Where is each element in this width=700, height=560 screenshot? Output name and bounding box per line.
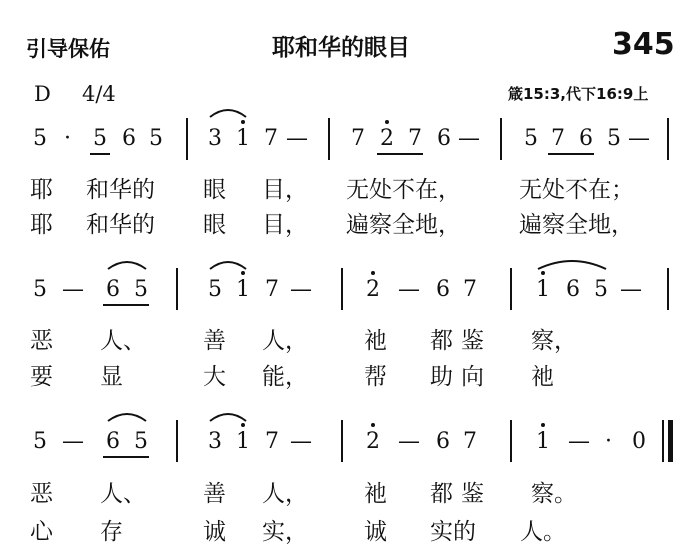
underline xyxy=(548,153,594,155)
underline xyxy=(377,153,423,155)
octave-dot xyxy=(541,423,545,427)
slur xyxy=(208,407,248,423)
octave-dot xyxy=(371,271,375,275)
octave-dot xyxy=(241,271,245,275)
barline xyxy=(328,118,330,160)
octave-dot xyxy=(385,120,389,124)
note: 7 xyxy=(551,126,565,151)
lyric: 祂 xyxy=(364,481,387,507)
note: 6 xyxy=(579,126,593,151)
lyric: 要 xyxy=(30,364,53,390)
dash: — xyxy=(398,277,420,302)
note: 5 xyxy=(149,126,163,151)
lyric: 鉴 xyxy=(461,328,484,354)
note: 1 xyxy=(536,429,550,454)
note: 2 xyxy=(380,126,394,151)
lyric: 恶 xyxy=(30,328,53,354)
octave-dot xyxy=(541,271,545,275)
lyric: 人， xyxy=(262,481,308,507)
note: 5 xyxy=(33,277,47,302)
note: 5 xyxy=(524,126,538,151)
lyric: 无处不在； xyxy=(519,177,634,203)
note: 3 xyxy=(208,429,222,454)
slur xyxy=(208,103,248,119)
lyric: 实的 xyxy=(430,519,476,545)
note: 7 xyxy=(463,429,477,454)
note: 5 xyxy=(93,126,107,151)
note: 5 xyxy=(33,429,47,454)
note: 5 xyxy=(33,126,47,151)
octave-dot xyxy=(241,120,245,124)
page-title: 耶和华的眼目 xyxy=(272,35,410,61)
lyric: 和华的 xyxy=(86,212,155,238)
time-signature: 4/4 xyxy=(82,82,116,106)
note: 5 xyxy=(607,126,621,151)
lyric: 能， xyxy=(262,364,308,390)
barline xyxy=(341,420,343,462)
lyric: 向 xyxy=(461,364,484,390)
lyric: 和华的 xyxy=(86,177,155,203)
lyric: 善 xyxy=(203,328,226,354)
hymn-number: 345 xyxy=(612,27,675,62)
lyric: 帮 xyxy=(364,364,387,390)
dash: — xyxy=(620,277,642,302)
scripture-reference: 箴15:3,代下16:9上 xyxy=(508,85,649,103)
barline xyxy=(510,420,512,462)
lyric: 恶 xyxy=(30,481,53,507)
category-label: 引导保佑 xyxy=(26,37,110,61)
note: 2 xyxy=(366,429,380,454)
lyric: 眼 xyxy=(203,177,226,203)
note: 7 xyxy=(265,277,279,302)
barline xyxy=(176,268,178,310)
note: 5 xyxy=(134,429,148,454)
note: 1 xyxy=(236,429,250,454)
dash: — xyxy=(568,429,590,454)
lyric: 眼 xyxy=(203,212,226,238)
lyric: 鉴 xyxy=(461,481,484,507)
note: 6 xyxy=(436,277,450,302)
lyric: 存 xyxy=(100,519,123,545)
slur xyxy=(536,255,608,271)
underline xyxy=(103,456,149,458)
lyric: 遍察全地， xyxy=(519,212,634,238)
barline xyxy=(667,118,669,160)
lyric: 察， xyxy=(531,328,577,354)
note-dot: · xyxy=(605,429,612,454)
underline xyxy=(103,304,149,306)
note: 1 xyxy=(236,277,250,302)
lyric: 善 xyxy=(203,481,226,507)
note: 6 xyxy=(436,429,450,454)
note: 5 xyxy=(208,277,222,302)
note-dot: · xyxy=(64,126,71,151)
lyric: 耶 xyxy=(30,212,53,238)
lyric: 心 xyxy=(30,519,53,545)
lyric: 都 xyxy=(430,328,453,354)
dash: — xyxy=(62,429,84,454)
slur xyxy=(208,255,248,271)
dash: — xyxy=(398,429,420,454)
lyric: 都 xyxy=(430,481,453,507)
barline xyxy=(667,268,669,310)
note: 5 xyxy=(134,277,148,302)
lyric: 祂 xyxy=(364,328,387,354)
barline xyxy=(341,268,343,310)
note: 3 xyxy=(208,126,222,151)
note: 6 xyxy=(106,277,120,302)
lyric: 察。 xyxy=(531,481,577,507)
dash: — xyxy=(458,126,480,151)
note: 2 xyxy=(366,277,380,302)
lyric: 人， xyxy=(262,328,308,354)
lyric: 无处不在， xyxy=(346,177,461,203)
note: 6 xyxy=(106,429,120,454)
final-barline-thick xyxy=(668,420,673,462)
lyric: 人、 xyxy=(100,481,146,507)
lyric: 耶 xyxy=(30,177,53,203)
dash: — xyxy=(290,277,312,302)
note: 1 xyxy=(536,277,550,302)
barline xyxy=(510,268,512,310)
barline xyxy=(186,118,188,160)
lyric: 诚 xyxy=(203,519,226,545)
key-signature: D xyxy=(34,82,51,106)
note: 7 xyxy=(265,429,279,454)
lyric: 人。 xyxy=(520,519,566,545)
barline xyxy=(176,420,178,462)
lyric: 大 xyxy=(203,364,226,390)
final-barline-thin xyxy=(662,420,664,462)
slur xyxy=(106,407,148,423)
dash: — xyxy=(286,126,308,151)
note: 5 xyxy=(594,277,608,302)
lyric: 实， xyxy=(262,519,308,545)
dash: — xyxy=(290,429,312,454)
lyric: 祂 xyxy=(531,364,554,390)
dash: — xyxy=(628,126,650,151)
note: 1 xyxy=(236,126,250,151)
note: 7 xyxy=(408,126,422,151)
lyric: 目， xyxy=(262,177,308,203)
octave-dot xyxy=(371,423,375,427)
rest: 0 xyxy=(632,429,646,454)
lyric: 人、 xyxy=(100,328,146,354)
slur xyxy=(106,255,148,271)
underline xyxy=(90,153,110,155)
lyric: 助 xyxy=(430,364,453,390)
dash: — xyxy=(62,277,84,302)
barline xyxy=(500,118,502,160)
lyric: 显 xyxy=(100,364,123,390)
note: 6 xyxy=(122,126,136,151)
note: 6 xyxy=(437,126,451,151)
note: 7 xyxy=(264,126,278,151)
lyric: 遍察全地， xyxy=(346,212,461,238)
note: 7 xyxy=(351,126,365,151)
lyric: 目， xyxy=(262,212,308,238)
octave-dot xyxy=(241,423,245,427)
lyric: 诚 xyxy=(364,519,387,545)
note: 6 xyxy=(566,277,580,302)
note: 7 xyxy=(463,277,477,302)
